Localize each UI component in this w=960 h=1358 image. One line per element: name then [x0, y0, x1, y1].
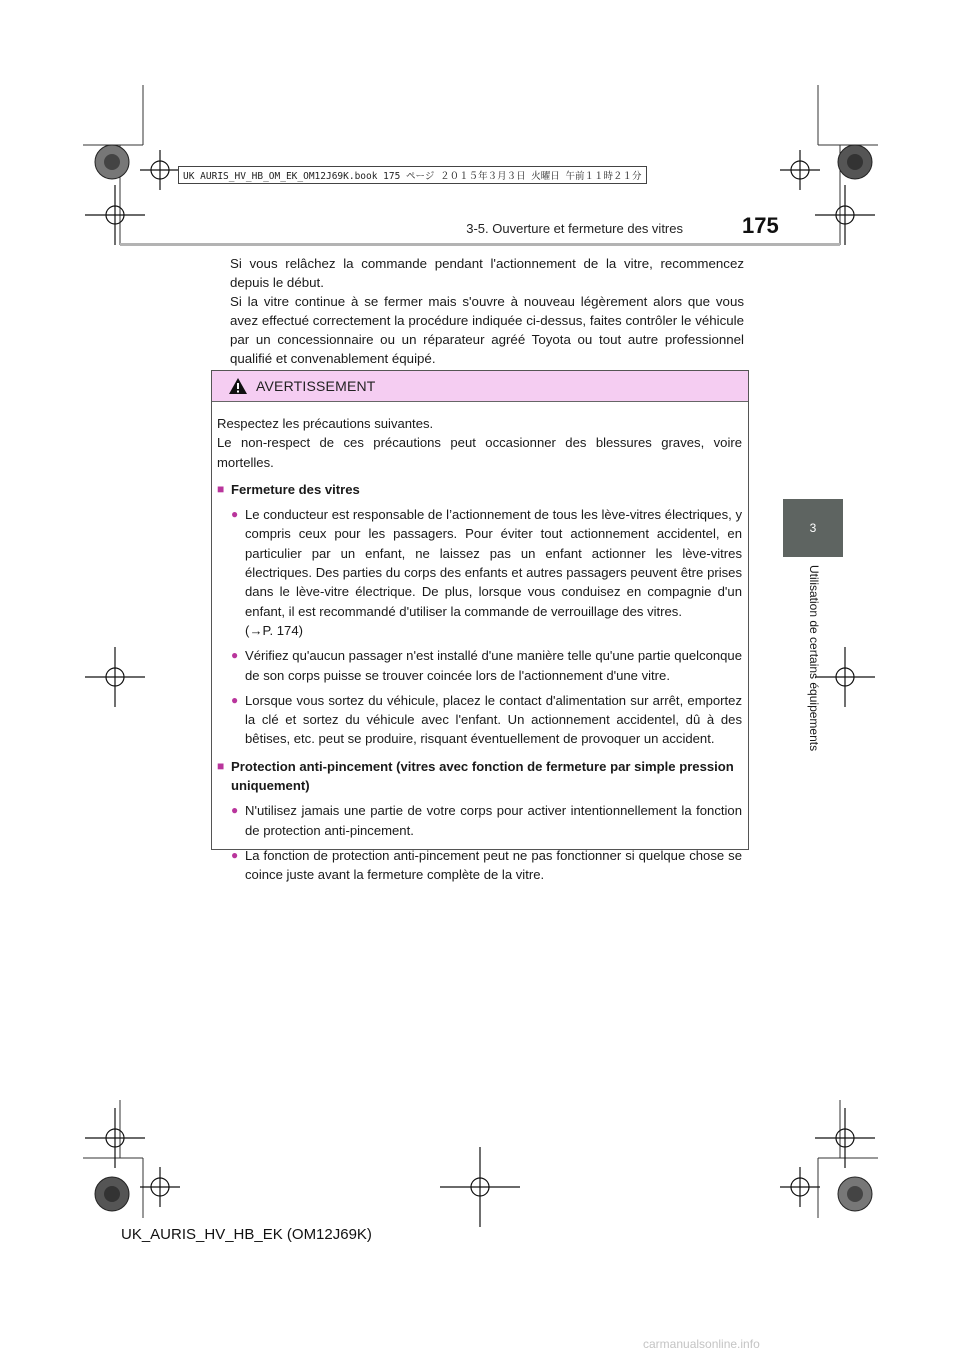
chapter-tab: 3	[783, 499, 843, 557]
header-rule	[120, 243, 840, 246]
section-title: 3-5. Ouverture et fermeture des vitres	[466, 221, 683, 236]
watermark: carmanualsonline.info	[643, 1337, 760, 1351]
list-item: ● La fonction de protection anti-pincement peut ne pas fonctionner si quelque chose se coince juste avant la fermeture complète de la vitre.	[231, 846, 742, 885]
circle-bullet-icon: ●	[231, 847, 239, 862]
list-item: ● Lorsque vous sortez du véhicule, placez le contact d'alimentation sur arrêt, emportez la clé et sortez du véhicule avec l'enfant. Un actionnement accidentel, dû à des bêtises, etc. peut se produire, risquant éventuellement de provoquer un accident.	[231, 691, 742, 749]
print-info: UK AURIS_HV_HB_OM_EK_OM12J69K.book 175 ページ ２０１５年３月３日 火曜日 午前１１時２１分	[178, 166, 647, 184]
list-item: ● Vérifiez qu'aucun passager n'est installé d'une manière telle qu'une partie quelconque de son corps puisse se trouver coincée lors de l'actionnement d'une vitre.	[231, 646, 742, 685]
intro-text	[230, 254, 744, 368]
circle-bullet-icon: ●	[231, 692, 239, 707]
warning-icon	[228, 377, 248, 395]
section-heading: ■ Fermeture des vitres	[217, 480, 742, 499]
square-bullet-icon: ■	[217, 481, 225, 496]
model-code: UK_AURIS_HV_HB_EK (OM12J69K)	[121, 1226, 372, 1243]
circle-bullet-icon: ●	[231, 648, 239, 663]
list-item: ● Le conducteur est responsable de l’actionnement de tous les lève-vitres électriques, y compris ceux pour les passagers. Pour éviter tout actionnement accidentel, en particulier par un enfant, ne laissez pas un enfant actionner les lève-vitres électriques. Des parties du corps des enfants et autres passagers peuvent être prises dans le lève-vitre électrique. De plus, lorsque vous conduisez en compagnie d'un enfant, il est recommandé d'utiliser la commande de verrouillage des vitres. (→P. 174)	[231, 505, 742, 640]
page-number: 175	[742, 213, 779, 238]
list-item: ● N'utilisez jamais une partie de votre corps pour activer intentionnellement la fonction de protection anti-pincement.	[231, 801, 742, 840]
warning-box	[211, 370, 749, 883]
page-reference: (→P. 174)	[245, 622, 303, 638]
warning-title: AVERTISSEMENT	[256, 378, 376, 394]
chapter-label: Utilisation de certains équipements	[807, 565, 821, 752]
circle-bullet-icon: ●	[231, 507, 239, 522]
section-heading: ■ Protection anti-pincement (vitres avec fonction de fermeture par simple pression uniquement)	[217, 757, 742, 796]
intro-paragraph: Si la vitre continue à se fermer mais s'ouvre à nouveau légèrement alors que vous avez effectué correctement la procédure indiquée ci-dessus, faites contrôler le véhicule par un concessionnaire ou un réparateur agréé Toyota ou tout autre professionnel qualifié et convenablement équipé.	[230, 294, 744, 366]
warning-intro: Respectez les précautions suivantes.	[217, 416, 434, 431]
intro-paragraph: Si vous relâchez la commande pendant l'actionnement de la vitre, recommencez depuis le début.	[230, 256, 744, 290]
warning-header	[212, 371, 748, 402]
warning-body	[212, 402, 748, 885]
square-bullet-icon: ■	[217, 758, 225, 773]
circle-bullet-icon: ●	[231, 803, 239, 818]
warning-intro: Le non-respect de ces précautions peut occasionner des blessures graves, voire mortelles.	[217, 435, 742, 470]
